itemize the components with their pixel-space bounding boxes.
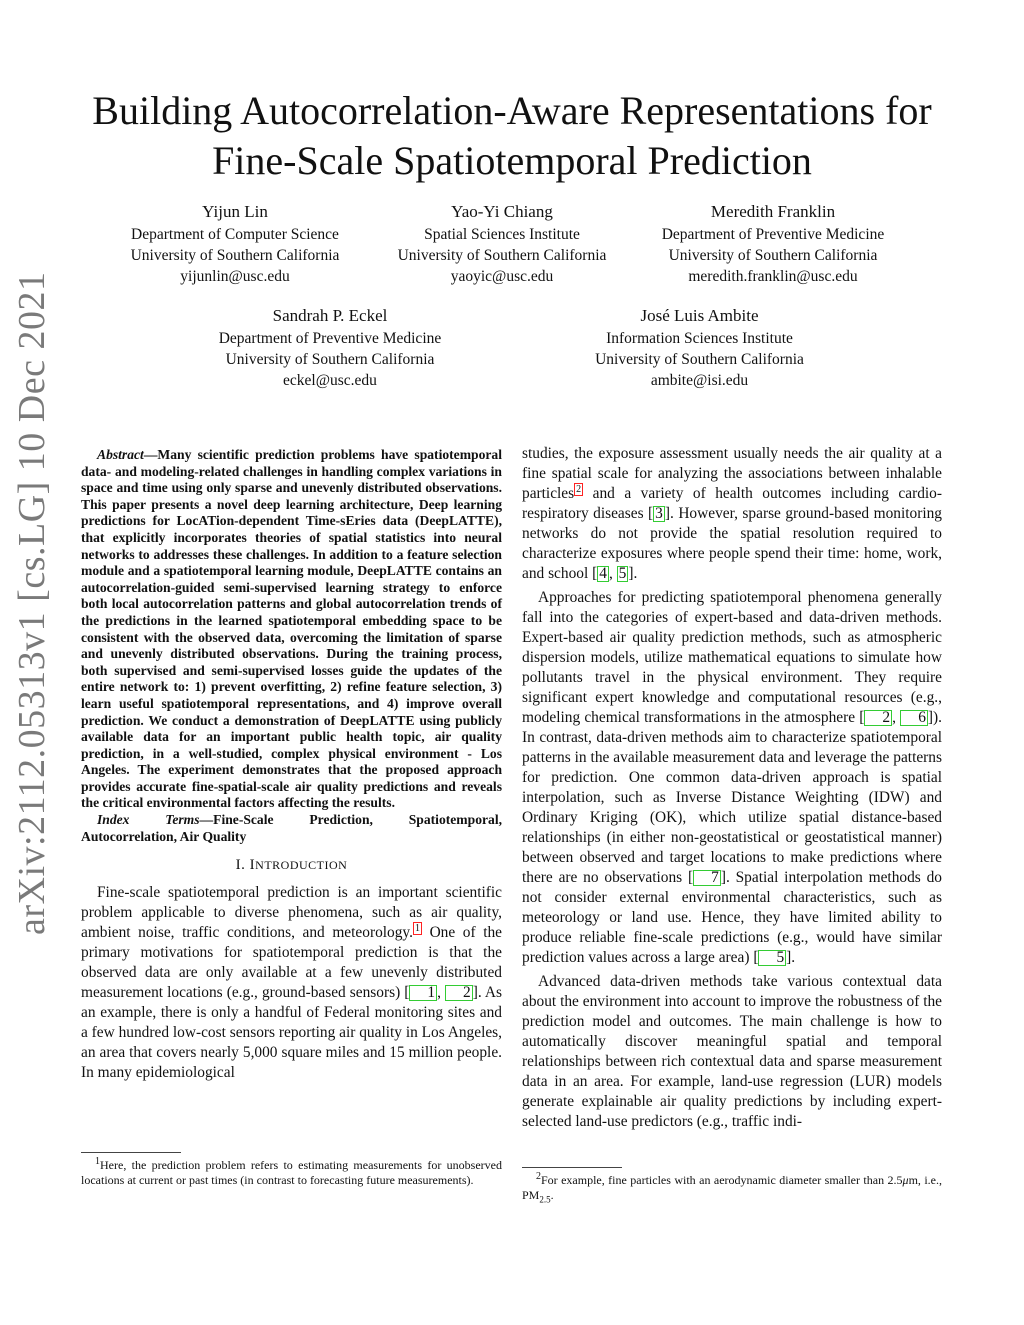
author-email: meredith.franklin@usc.edu [688, 268, 858, 285]
author-university: University of Southern California [595, 351, 804, 368]
author-university: University of Southern California [668, 247, 878, 264]
abstract-text: —Many scientific prediction problems have spatiotemporal data- and modeling-related challenges in handling complex variations in space and time using only sparse and unevenly distributed observations. This paper presents a novel deep learning architecture, Deep learning predictions for LocATion-dependent Time-sEries data (DeepLATTE), that explicitly incorporates theories of spatial statistics into neural networks to addresses these challenges. In addition to a feature selection module and a spatiotemporal learning module, DeepLATTE contains an autocorrelation-guided semi-supervised learning strategy to enforce both local autocorrelation patterns and global autocorrelation trends of the predictions in the learned spatiotemporal embedding space to be consistent with the observed data, overcoming the limitation of sparse and unevenly distributed observations. During the training process, both supervised and semi-supervised losses guide the updates of the entire network to: 1) prevent overfitting, 2) refine feature selection, 3) learn useful spatiotemporal representations, and 4) improve overall prediction. We conduct a demonstration of DeepLATTE using publicly available data for an important public health topic, air quality prediction, in a well-studied, complex physical environment - Los Angeles. The experiment demonstrates that the proposed approach provides accurate fine-spatial-scale air quality predictions and reveals the critical environmental factors affecting the results. [81, 447, 502, 811]
footnote-link[interactable]: 1 [414, 923, 420, 935]
footnote-mark: 1 [95, 1156, 100, 1167]
author-name: José Luis Ambite [640, 306, 759, 325]
footnote-1 [81, 1157, 502, 1188]
text-run: , [608, 565, 617, 582]
citation-link[interactable]: 6 [900, 710, 928, 726]
body-paragraph: Advanced data-driven methods take various contextual data about the environment into account to improve the robustness of the prediction model and outcomes. The main challenge is how to automatically discover meaningful spatial and temporal relationships between rich contextual data and sparse measurement data in an area. For example, land-use regression (LUR) models generate explainable air quality predictions by including expert-selected land-use predictors (e.g., traffic indi- [522, 973, 942, 1130]
paper-title [80, 86, 944, 186]
text-run: ]. However, sparse ground-based monitoring networks do not provide the spatial resolution required to characterize exposures where people spend their time: home, work, and school [ [522, 505, 942, 582]
footnote-mark: 2 [536, 1171, 541, 1182]
left-column [81, 447, 502, 1083]
section-heading [81, 855, 502, 875]
abstract [81, 447, 502, 812]
index-terms-text: —Fine-Scale Prediction, Spatiotemporal, Autocorrelation, Air Quality [81, 812, 502, 844]
citation-link[interactable]: 2 [864, 710, 892, 726]
citation-link[interactable]: 4 [599, 565, 607, 582]
citation-link[interactable]: 3 [655, 505, 663, 522]
author-department: Department of Preventive Medicine [661, 226, 885, 243]
citation-link[interactable]: 5 [618, 565, 627, 582]
text-run: One of the primary motivations for spatiotemporal prediction is that the observed data are only available at a few unevenly distributed measurement locations (e.g., ground-based sensors) [ [81, 924, 503, 1002]
text-run: ]. [786, 949, 796, 966]
author-block [195, 304, 465, 391]
author-email: yaoyic@usc.edu [450, 268, 554, 285]
author-block [567, 304, 832, 391]
text-run: and a variety of health outcomes including cardio-respiratory diseases [ [522, 485, 942, 522]
section-title-rest: NTRODUCTION [255, 858, 348, 873]
footnote-symbol: μ [902, 1173, 909, 1187]
abstract-label: Abstract [97, 447, 144, 462]
title-line-2: Fine-Scale Spatiotemporal Prediction [212, 138, 812, 183]
author-university: University of Southern California [397, 247, 607, 264]
author-block [372, 200, 632, 287]
author-name: Yijun Lin [202, 202, 268, 221]
text-run: ]. As an example, there is only a handful of Federal monitoring sites and a few hundred low-cost sensors reporting air quality in Los Angeles, an area that covers nearly 5,000 square miles and 15 million people. In many epidemiological [81, 984, 503, 1082]
footnote-rule [81, 1152, 181, 1153]
author-block [100, 200, 370, 287]
body-paragraph [522, 588, 942, 968]
text-run: Fine-scale spatiotemporal prediction is an important scientific problem applicable to diverse phenomena, such as air quality, ambient noise, traffic conditions, and meteorology. [81, 884, 502, 942]
footnote-text: Here, the prediction problem refers to estimating measurements for unobserved locations at current or past times (in contrast to forecasting future measurements). [81, 1158, 502, 1187]
citation-link[interactable]: 7 [693, 870, 721, 886]
text-run: ]. [628, 565, 638, 582]
author-department: Department of Computer Science [131, 226, 339, 243]
author-university: University of Southern California [225, 351, 435, 368]
intro-paragraph [81, 883, 502, 1083]
footnote-2 [522, 1172, 942, 1207]
author-name: Yao-Yi Chiang [451, 202, 553, 221]
text-run: , [437, 984, 446, 1002]
footnote-text: For example, fine particles with an aerodynamic diameter smaller than 2.5 [541, 1173, 903, 1187]
arxiv-identifier: arXiv:2112.05313v1 [cs.LG] 10 Dec 2021 [11, 271, 53, 935]
author-name: Meredith Franklin [710, 202, 836, 221]
author-department: Information Sciences Institute [606, 330, 793, 347]
title-line-1: Building Autocorrelation-Aware Representations for [92, 88, 932, 133]
author-department: Department of Preventive Medicine [218, 330, 442, 347]
author-block [638, 200, 908, 287]
footnote-text: . [550, 1188, 554, 1202]
text-run: ]. Spatial interpolation methods do not consider external environmental characteristics, such as meteorology or land use. Hence, they have limited ability to produce reliable fine-scale predictions (e.g., would have similar prediction values across a large area) [ [522, 869, 942, 966]
citation-link[interactable]: 5 [758, 950, 786, 966]
right-column [522, 444, 942, 1132]
author-email: ambite@isi.edu [650, 372, 749, 389]
index-terms-label: Index Terms [97, 812, 200, 828]
footnote-text: m, i.e., PM [522, 1173, 942, 1202]
footnote-link[interactable]: 2 [576, 483, 582, 495]
text-run: ]). In contrast, data-driven methods aim to characterize spatiotemporal patterns in the available measurement data and leverage the patterns for prediction. One common data-driven approach is spatial interpolation, such as Inverse Distance Weighting (IDW) and Ordinary Kriging (OK), which utilize spatial distance-based relationships (in either non-geostatistical or geostatistical manner) between observed and target locations to make predictions where there are no observations [ [522, 709, 943, 886]
footnote-subscript: 2.5 [539, 1194, 551, 1205]
author-university: University of Southern California [130, 247, 340, 264]
index-terms [81, 812, 502, 845]
text-run: , [892, 709, 901, 726]
author-email: yijunlin@usc.edu [180, 268, 290, 285]
author-email: eckel@usc.edu [283, 372, 377, 389]
citation-link[interactable]: 1 [409, 985, 437, 1001]
author-name: Sandrah P. Eckel [272, 306, 388, 325]
body-paragraph [522, 444, 942, 584]
text-run: studies, the exposure assessment usually needs the air quality at a fine spatial scale for analyzing the associations between inhalable particles [522, 445, 942, 502]
footnote-rule [522, 1167, 622, 1168]
section-number: I. [235, 857, 246, 874]
citation-link[interactable]: 2 [445, 985, 473, 1001]
author-department: Spatial Sciences Institute [424, 226, 580, 243]
section-initial: I [249, 857, 256, 874]
text-run: Approaches for predicting spatiotemporal phenomena generally fall into the categories of expert-based and data-driven methods. Expert-based air quality prediction methods, such as atmospheric dispersion models, utilize mathematical equations to simulate how pollutants travel in the physical environment. They require significant expert knowledge and computational resources (e.g., modeling chemical transformations in the atmosphere [ [522, 589, 942, 726]
